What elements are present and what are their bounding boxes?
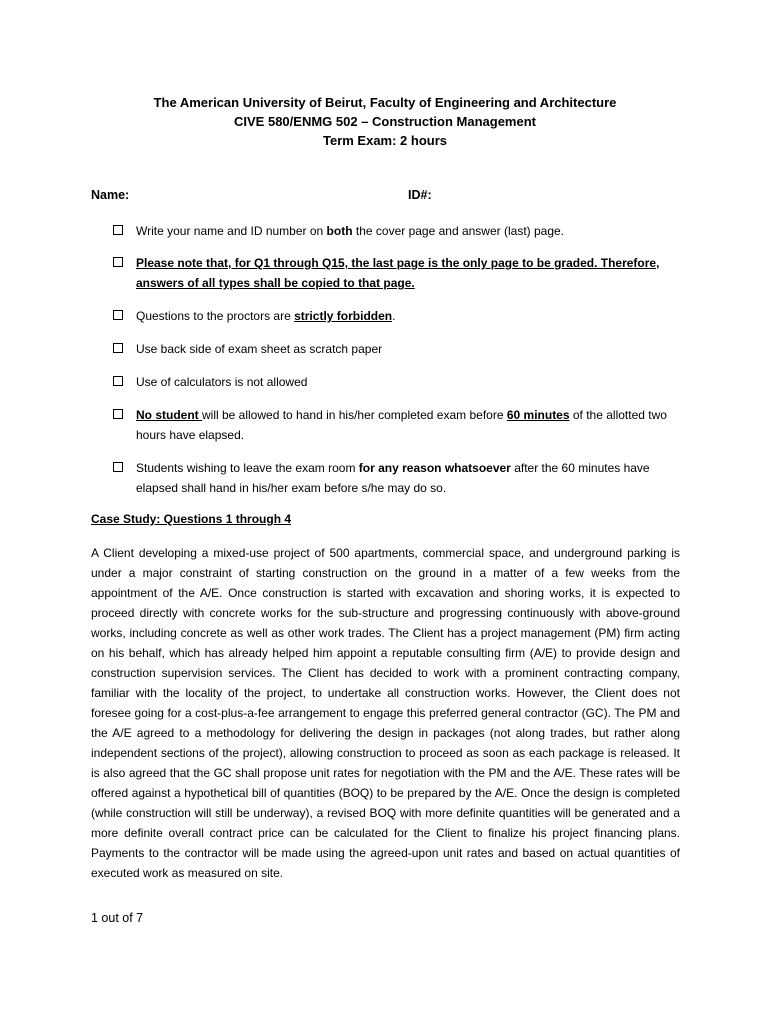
- id-label: ID#:: [408, 188, 432, 202]
- checkbox-icon: [113, 343, 123, 353]
- instruction-text: after the 60 minutes have elapsed shall hand in his/her exam before s/he may do so.: [136, 461, 650, 495]
- case-study-title: Case Study: Questions 1 through 4: [91, 512, 292, 526]
- instruction-text: Write your name and ID number on: [136, 224, 327, 238]
- instruction-text: Use back side of exam sheet as scratch paper: [136, 342, 383, 356]
- instruction-item: [113, 372, 683, 392]
- instruction-item: [113, 221, 683, 241]
- exam-duration: Term Exam: 2 hours: [322, 133, 448, 148]
- instruction-item: [113, 405, 683, 445]
- instruction-text: of the allotted two hours have elapsed.: [136, 408, 667, 442]
- instruction-emphasis: No student: [136, 408, 202, 422]
- checkbox-icon: [113, 462, 123, 472]
- instruction-emphasis: strictly forbidden: [294, 309, 393, 323]
- checkbox-icon: [113, 257, 123, 267]
- instruction-emphasis: 60 minutes: [506, 408, 570, 422]
- instruction-text: .: [392, 309, 396, 323]
- page-number: 1 out of 7: [91, 911, 144, 925]
- instruction-list: [113, 221, 683, 511]
- instruction-item: [113, 253, 683, 293]
- instruction-item: [113, 306, 683, 326]
- course-title: CIVE 580/ENMG 502 – Construction Management: [234, 114, 536, 129]
- instruction-text: Use of calculators is not allowed: [136, 375, 308, 389]
- instruction-text: the cover page and answer (last) page.: [352, 224, 565, 238]
- university-title: The American University of Beirut, Faculty of Engineering and Architecture: [153, 95, 617, 110]
- checkbox-icon: [113, 225, 123, 235]
- case-study-body: A Client developing a mixed-use project of 500 apartments, commercial space, and underground parking is under a major constraint of starting construction on the ground in a matter of a few weeks from the appointment of the A/E. Once construction is started with excavation and shoring works, it is expected to proceed directly with concrete works for the sub-structure and progressing continuously with above-ground works, including concrete as well as other work trades. The Client has a project management (PM) firm acting on his behalf, which has already helped him appoint a reputable consulting firm (A/E) to provide design and construction supervision services. The Client has decided to work with a prominent contracting company, familiar with the locality of the project, to undertake all construction works. However, the Client does not foresee going for a cost-plus-a-fee arrangement to engage this preferred general contractor (GC). The PM and the A/E agreed to a methodology for delivering the design in packages (not along trades, but rather along independent sections of the project), allowing construction to proceed as soon as each package is released. It is also agreed that the GC shall propose unit rates for negotiation with the PM and the A/E. These rates will be offered against a hypothetical bill of quantities (BOQ) to be prepared by the A/E. Once the design is completed (while construction will still be underway), a revised BOQ with more definite quantities will be generated and a more definite overall contract price can be calculated for the Client to finalize his project financing plans. Payments to the contractor will be made using the agreed-upon unit rates and based on actual quantities of executed work as measured on site.: [91, 546, 680, 880]
- checkbox-icon: [113, 409, 123, 419]
- name-label: Name:: [91, 188, 130, 202]
- instruction-item: [113, 458, 683, 498]
- instruction-text: Students wishing to leave the exam room: [136, 461, 359, 475]
- checkbox-icon: [113, 310, 123, 320]
- exam-header: [0, 93, 770, 150]
- instruction-text: will be allowed to hand in his/her completed exam before: [202, 408, 507, 422]
- instruction-emphasis: for any reason whatsoever: [358, 461, 511, 475]
- instruction-emphasis: Please note that, for Q1 through Q15, the last page is the only page to be graded. Therefore, answers of all types shall be copied to that page.: [136, 256, 660, 290]
- instruction-item: [113, 339, 683, 359]
- instruction-text: Questions to the proctors are: [136, 309, 295, 323]
- checkbox-icon: [113, 376, 123, 386]
- instruction-emphasis: both: [326, 224, 353, 238]
